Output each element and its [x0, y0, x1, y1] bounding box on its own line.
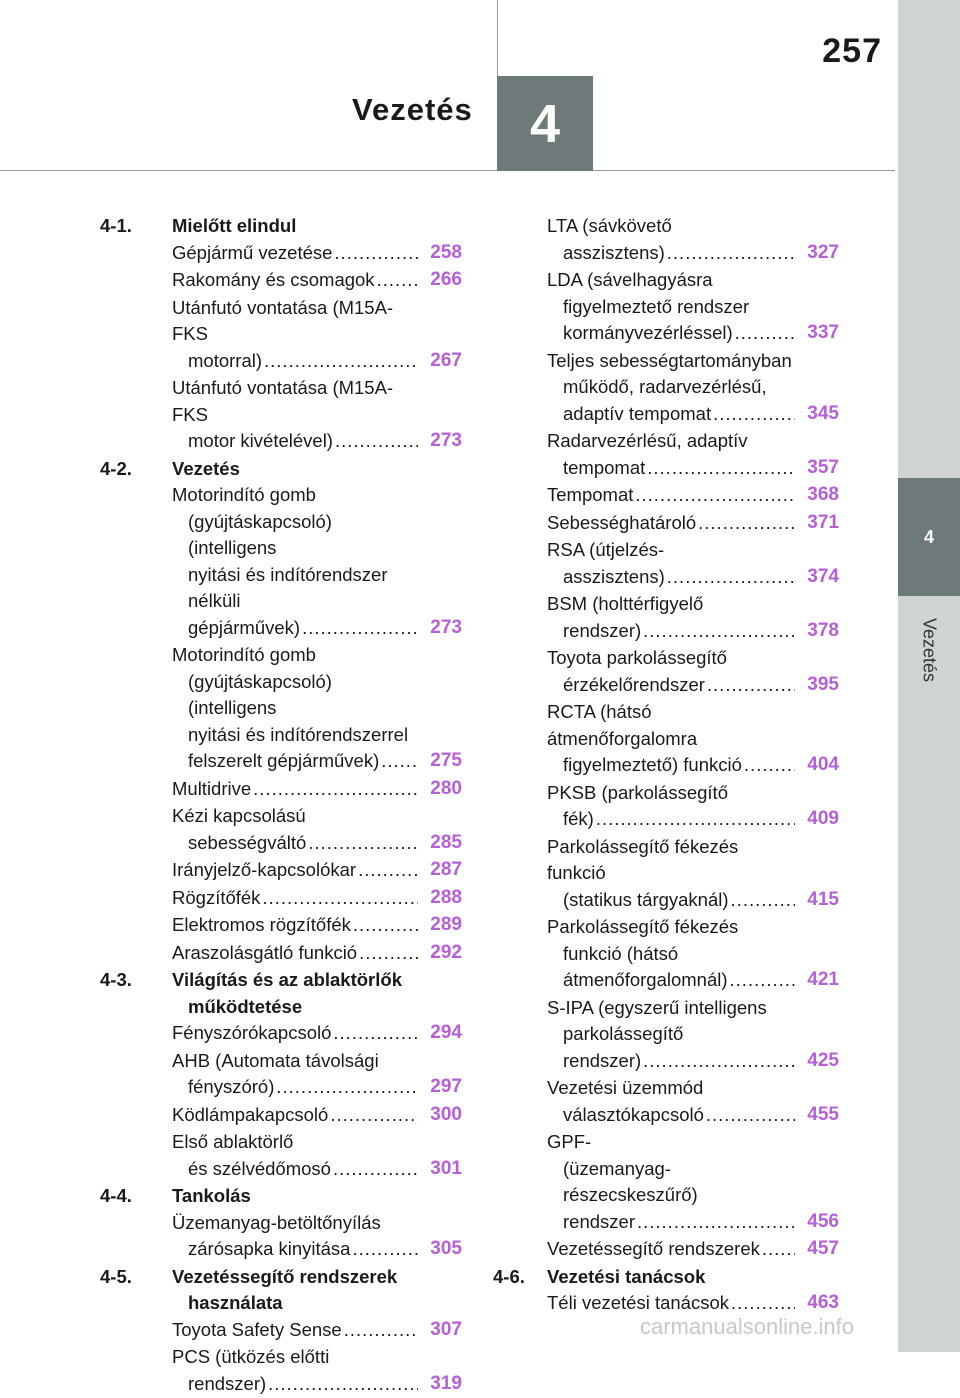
entry-label: PCS (ütközés előtti: [172, 1346, 330, 1367]
entry-label: Motorindító gomb: [172, 484, 316, 505]
entry-label: Teljes sebességtartományban: [547, 349, 792, 371]
toc-entry[interactable]: [493, 1129, 839, 1235]
entry-page[interactable]: 463: [807, 1292, 839, 1313]
toc-entry[interactable]: [100, 857, 462, 884]
toc-entry[interactable]: [493, 537, 839, 590]
entry-label: (üzemanyag-részecskeszűrő): [563, 1157, 698, 1205]
entry-label: motorral): [188, 349, 263, 371]
side-tab-label: Vezetés: [919, 617, 940, 683]
entry-label: GPF-: [547, 1131, 592, 1152]
toc-entry[interactable]: [100, 1048, 462, 1101]
toc-entry[interactable]: [100, 1020, 462, 1047]
entry-label: RSA (útjelzés-: [547, 539, 665, 560]
entry-page[interactable]: 457: [807, 1238, 839, 1259]
entry-label: rendszer): [563, 619, 642, 641]
entry-page[interactable]: 378: [807, 619, 839, 641]
toc-entry[interactable]: [493, 510, 839, 537]
section-title: működtetése: [188, 995, 303, 1017]
entry-page[interactable]: 300: [430, 1103, 462, 1125]
entry-page[interactable]: 292: [430, 941, 462, 963]
entry-label: Ködlámpakapcsoló: [172, 1103, 329, 1125]
entry-page[interactable]: 395: [807, 673, 839, 695]
toc-entry[interactable]: [493, 1290, 839, 1317]
entry-page[interactable]: 415: [807, 888, 839, 910]
entry-label: funkció (hátsó: [563, 942, 679, 964]
section-title: Tankolás: [172, 1185, 251, 1206]
side-tab-chapter[interactable]: 4: [898, 478, 960, 596]
toc-entry[interactable]: [493, 914, 839, 994]
toc-entry[interactable]: [493, 645, 839, 698]
entry-label: zárósapka kinyitása: [188, 1238, 351, 1259]
entry-label: PKSB (parkolássegítő: [547, 781, 728, 803]
entry-page[interactable]: 275: [430, 750, 462, 771]
entry-page[interactable]: 287: [430, 859, 462, 880]
entry-label: Motorindító gomb: [172, 644, 316, 665]
entry-label: kormányvezérléssel): [563, 322, 733, 343]
entry-page[interactable]: 297: [430, 1076, 462, 1097]
toc-entry[interactable]: [100, 375, 462, 455]
section-number: 4-2.: [100, 457, 132, 479]
entry-page[interactable]: 404: [807, 754, 839, 775]
toc-entry[interactable]: [493, 780, 839, 833]
section-number: 4-6.: [493, 1265, 525, 1287]
toc-entry[interactable]: [493, 428, 839, 481]
section-title: Vezetési tanácsok: [547, 1265, 706, 1287]
section-title: Mielőtt elindul: [172, 215, 297, 236]
entry-label: nyitási és indítórendszer nélküli: [188, 563, 388, 611]
entry-label: Parkolássegítő fékezés funkció: [547, 835, 739, 883]
entry-label: Toyota parkolássegítő: [547, 647, 727, 668]
toc-entry[interactable]: [493, 267, 839, 347]
entry-label: adaptív tempomat: [563, 402, 712, 424]
entry-label: LTA (sávkövető: [547, 215, 672, 236]
toc-entry[interactable]: [493, 834, 839, 914]
entry-label: RCTA (hátsó átmenőforgalomra: [547, 701, 698, 749]
toc-entry[interactable]: [100, 912, 462, 939]
entry-page[interactable]: 425: [807, 1049, 839, 1071]
toc-entry[interactable]: [100, 1129, 462, 1182]
toc-entry[interactable]: [493, 348, 839, 428]
entry-page[interactable]: 301: [430, 1157, 462, 1179]
toc-entry[interactable]: [100, 482, 462, 641]
toc-entry[interactable]: [493, 699, 839, 779]
entry-page[interactable]: 305: [430, 1238, 462, 1259]
section-title: Világítás és az ablaktörlők: [172, 969, 402, 990]
entry-page[interactable]: 280: [430, 777, 462, 799]
entry-label: motor kivételével): [188, 430, 333, 451]
entry-label: Sebességhatároló: [547, 511, 697, 533]
entry-label: nyitási és indítórendszerrel: [188, 723, 409, 745]
entry-label: Fényszórókapcsoló: [172, 1022, 332, 1043]
entry-label: és szélvédőmosó: [188, 1157, 331, 1179]
toc-entry[interactable]: [100, 295, 462, 375]
toc-entry[interactable]: [493, 1236, 839, 1263]
entry-page[interactable]: 319: [430, 1372, 462, 1394]
entry-label: Vezetéssegítő rendszerek: [547, 1238, 760, 1259]
entry-page[interactable]: 456: [807, 1210, 839, 1232]
chapter-title: Vezetés: [352, 92, 473, 127]
section-title: Vezetéssegítő rendszerek: [172, 1265, 398, 1287]
section-title: használata: [188, 1292, 283, 1313]
entry-page[interactable]: 307: [430, 1318, 462, 1340]
entry-label: (gyújtáskapcsoló) (intelligens: [188, 670, 332, 718]
entry-label: figyelmeztető) funkció: [563, 754, 742, 775]
watermark: carmanualsonline.info: [640, 1314, 855, 1339]
entry-label: tempomat: [563, 456, 646, 478]
toc-entry[interactable]: [493, 995, 839, 1075]
entry-label: AHB (Automata távolsági: [172, 1049, 379, 1071]
entry-label: választókapcsoló: [563, 1103, 704, 1125]
entry-label: Gépjármű vezetése: [172, 241, 333, 263]
entry-label: BSM (holttérfigyelő: [547, 593, 704, 614]
section-heading: [100, 1183, 462, 1210]
entry-page[interactable]: 345: [807, 402, 839, 424]
entry-label: (gyújtáskapcsoló) (intelligens: [188, 510, 332, 558]
header-divider: [0, 170, 895, 171]
entry-label: Rögzítőfék: [172, 886, 261, 908]
entry-label: LDA (sávelhagyásra: [547, 269, 713, 290]
toc-entry[interactable]: [493, 213, 839, 266]
toc-entry[interactable]: [100, 776, 462, 803]
entry-page[interactable]: 258: [430, 241, 462, 263]
entry-label: rendszer: [563, 1210, 635, 1232]
entry-label: fék): [563, 808, 594, 829]
toc-left-column: [100, 213, 462, 1398]
toc-entry[interactable]: [493, 591, 839, 644]
section-number: 4-5.: [100, 1265, 132, 1287]
toc-entry[interactable]: [100, 642, 462, 775]
entry-page[interactable]: 327: [807, 241, 839, 263]
entry-label: Rakomány és csomagok: [172, 269, 375, 290]
entry-page[interactable]: 266: [430, 269, 462, 290]
entry-label: működő, radarvezérlésű,: [563, 376, 767, 397]
section-heading: [493, 1264, 839, 1291]
entry-label: Multidrive: [172, 777, 252, 799]
entry-label: asszisztens): [563, 241, 665, 263]
toc-entry[interactable]: [493, 1075, 839, 1128]
entry-page[interactable]: 337: [807, 322, 839, 343]
entry-label: (statikus tárgyaknál): [563, 888, 729, 910]
entry-label: Üzemanyag-betöltőnyílás: [172, 1211, 381, 1233]
entry-label: sebességváltó: [188, 831, 307, 853]
entry-label: felszerelt gépjárművek): [188, 750, 380, 771]
toc-entry[interactable]: [100, 267, 462, 294]
section-number: 4-1.: [100, 215, 132, 236]
entry-label: rendszer): [563, 1049, 642, 1071]
entry-label: Araszolásgátló funkció: [172, 941, 358, 963]
section-heading: [100, 967, 462, 1020]
entry-label: átmenőforgalomnál): [563, 969, 728, 990]
entry-label: Parkolássegítő fékezés: [547, 916, 739, 937]
section-heading: [100, 213, 462, 240]
entry-label: Kézi kapcsolású: [172, 805, 306, 826]
toc-entry[interactable]: [100, 1102, 462, 1129]
entry-label: Vezetési üzemmód: [547, 1077, 704, 1098]
entry-page[interactable]: 357: [807, 456, 839, 478]
entry-label: Téli vezetési tanácsok: [547, 1292, 730, 1313]
toc-entry[interactable]: [100, 240, 462, 267]
toc-right-column: [493, 213, 839, 1318]
entry-label: fényszóró): [188, 1076, 275, 1097]
page-number: 257: [822, 32, 882, 70]
entry-page[interactable]: 371: [807, 511, 839, 533]
entry-label: Radarvezérlésű, adaptív: [547, 430, 748, 451]
toc-entry[interactable]: [100, 1317, 462, 1344]
chapter-number-box: 4: [497, 76, 593, 171]
entry-label: S-IPA (egyszerű intelligens: [547, 996, 767, 1018]
entry-page[interactable]: 288: [430, 886, 462, 908]
entry-label: Utánfutó vontatása (M15A-FKS: [172, 377, 394, 425]
entry-label: figyelmeztető rendszer: [563, 295, 750, 317]
section-heading: [100, 456, 462, 483]
entry-page[interactable]: 455: [807, 1103, 839, 1125]
section-title: Vezetés: [172, 457, 240, 479]
entry-label: Utánfutó vontatása (M15A-FKS: [172, 296, 394, 344]
entry-page[interactable]: 273: [430, 616, 462, 638]
entry-label: Irányjelző-kapcsolókar: [172, 859, 357, 880]
section-heading: [100, 1264, 462, 1317]
entry-label: Elektromos rögzítőfék: [172, 914, 351, 935]
entry-page[interactable]: 294: [430, 1022, 462, 1043]
toc-entry[interactable]: [493, 482, 839, 509]
entry-label: gépjárművek): [188, 616, 301, 638]
entry-page[interactable]: 368: [807, 484, 839, 505]
entry-page[interactable]: 421: [807, 969, 839, 990]
entry-page[interactable]: 289: [430, 914, 462, 935]
toc-entry[interactable]: [100, 1210, 462, 1263]
entry-page[interactable]: 273: [430, 430, 462, 451]
entry-page[interactable]: 267: [430, 349, 462, 371]
entry-page[interactable]: 285: [430, 831, 462, 853]
section-number: 4-3.: [100, 969, 132, 990]
header-divider-vertical: [497, 0, 498, 76]
entry-label: Első ablaktörlő: [172, 1131, 294, 1152]
entry-label: Toyota Safety Sense: [172, 1318, 342, 1340]
toc-entry[interactable]: [100, 940, 462, 967]
entry-label: rendszer): [188, 1372, 267, 1394]
section-number: 4-4.: [100, 1185, 132, 1206]
entry-page[interactable]: 374: [807, 565, 839, 587]
entry-label: Tempomat: [547, 484, 634, 505]
entry-page[interactable]: 409: [807, 808, 839, 829]
toc-entry[interactable]: [100, 885, 462, 912]
entry-label: parkolássegítő: [563, 1023, 684, 1044]
entry-label: asszisztens): [563, 565, 665, 587]
toc-entry[interactable]: [100, 803, 462, 856]
entry-label: érzékelőrendszer: [563, 673, 705, 695]
